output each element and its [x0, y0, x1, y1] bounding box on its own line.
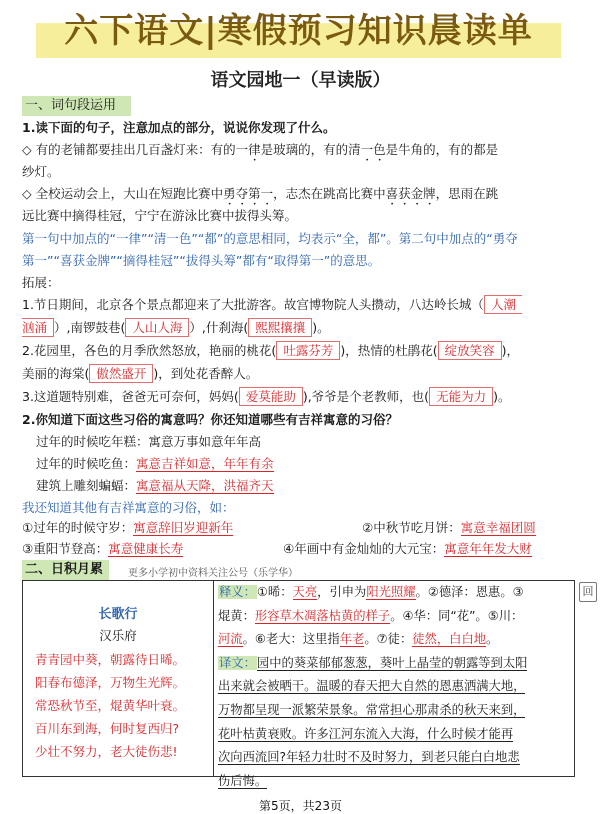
translation-line-6: 伤后悔。 [218, 773, 268, 788]
extension-2: 2.花园里，各色的月季欣然怒放，艳丽的桃花( 吐露芬芳 )，热情的杜鹃花( 绽放笑容 )， [22, 343, 519, 358]
poem-line: 少壮不努力，老大徒伤悲! [35, 744, 178, 759]
custom-2: 过年的时候吃鱼：寓意吉祥如意，年年有余 [36, 456, 274, 471]
sentence-2-cont: 远比赛中摘得桂冠，宁宁在游泳比赛中拔得头筹。 [22, 208, 298, 223]
poem-author: 汉乐府 [99, 628, 137, 643]
translation-line-4: 花叶枯黄衰败。许多江河东流入大海，什么时候才能再 [218, 726, 514, 741]
translation-line-5: 次向西流回?年轻力壮时不及时努力，到老只能白白地悲 [218, 750, 520, 765]
more-custom-4: ④年画中有金灿灿的大元宝：寓意年年发大财 [283, 541, 532, 556]
annotation-line-1: 释义：①晞：天亮，引申为阳光照耀。②德泽：恩惠。③ [219, 585, 524, 599]
more-custom-3: ③重阳节登高：寓意健康长寿 [22, 541, 184, 556]
sentence-1-cont: 纱灯。 [22, 164, 60, 179]
extension-1: 1.节日期间，北京各个景点都迎来了大批游客。故宫博物院人头攒动，八达岭长城（ 人潮 [22, 295, 582, 315]
page-number: 第5页，共23页 [259, 799, 342, 813]
poem-line: 百川东到海，何时复西归? [35, 721, 180, 736]
sentence-1: ◇ 有的老铺都要挂出几百盏灯来：有的一律是玻璃的，有的清一色是牛角的，有的都是 [22, 142, 499, 157]
promo-note: 更多小学初中资料关注公号（乐学华） [128, 568, 298, 579]
extension-label: 拓展： [22, 275, 60, 290]
page-subtitle: 语文园地一（早读版） [210, 70, 391, 91]
question-2: 2.你知道下面这些习俗的寓意吗？你还知道哪些有吉祥寓意的习俗？ [22, 412, 398, 427]
custom-1: 过年的时候吃年糕：寓意万事如意年年高 [36, 434, 262, 449]
poem-box [22, 580, 214, 777]
poem-title: 长歌行 [98, 607, 138, 622]
more-custom-2: ②中秋节吃月饼：寓意幸福团圆 [362, 520, 536, 535]
poem-line: 常恐秋节至，焜黄华叶衰。 [35, 698, 186, 713]
answer-1-line2: 第一”“喜获金牌”“摘得桂冠”“拔得头筹”都有“取得第一”的意思。 [22, 253, 381, 268]
annotation-line-2: 焜黄：形容草木凋落枯黄的样子。④华：同“花”。⑤川： [218, 608, 524, 623]
poem-line: 阳春布德泽，万物生光辉。 [35, 675, 186, 690]
translation-line-1: 译文：园中的葵菜郁郁葱葱，葵叶上晶莹的朝露等到太阳 [219, 655, 528, 670]
custom-3: 建筑上雕刻蝙蝠：寓意福从天降，洪福齐天 [36, 478, 274, 493]
annotation-box [213, 580, 575, 788]
page-title: 六下语文|寒假预习知识晨读单 [36, 4, 561, 58]
extension-2-cont: 美丽的海棠( 傲然盛开 )，到处花香醉人。 [22, 366, 259, 381]
more-custom-1: ①过年的时候守岁：寓意辞旧岁迎新年 [22, 520, 234, 535]
more-customs-label: 我还知道其他有吉祥寓意的习俗，如： [22, 500, 235, 515]
extension-1-cont: 汹涌 ）,南锣鼓巷( 人山人海 ）,什刹海( 熙熙攘攘 )。 [22, 320, 330, 335]
question-1: 1.读下面的句子，注意加点的部分，说说你发现了什么。 [22, 120, 336, 135]
scan-icon[interactable]: 回 [579, 582, 597, 602]
sentence-2: ◇ 全校运动会上，大山在短跑比赛中勇夺第一，志杰在跳高比赛中喜获金牌，思雨在跳 [22, 186, 499, 201]
answer-1-line1: 第一句中加点的“一律”“清一色”“都”的意思相同，均表示“全，都”。第二句中加点的“勇夺 [22, 231, 518, 246]
extension-3: 3.这道题特别难，爸爸无可奈何，妈妈( 爱莫能助 ),爷爷是个老教师，也( 无能为力 )。 [22, 389, 511, 404]
translation-line-2: 出来就会被晒干。温暖的春天把大自然的恩惠洒满大地， [218, 679, 526, 694]
translation-line-3: 万物都呈现一派繁荣景象。常常担心那肃杀的秋天来到， [218, 702, 526, 717]
section-heading-2: 二、日积月累 [22, 560, 109, 580]
section-heading-1: 一、词句段运用 [22, 96, 131, 116]
poem-line: 青青园中葵，朝露待日晞。 [35, 652, 186, 667]
annotation-line-3: 河流。⑥老大：这里指年老。⑦徒：徒然，白白地。 [218, 632, 499, 647]
